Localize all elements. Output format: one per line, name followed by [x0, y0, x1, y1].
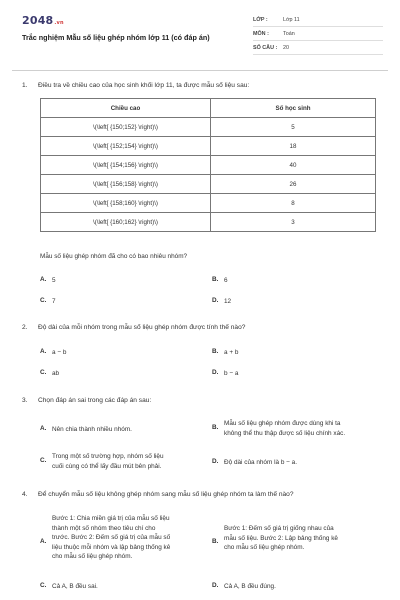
option-text: 12	[224, 298, 232, 305]
option-line: cho mẫu số liệu ghép nhóm.	[224, 544, 305, 551]
option-text: Cả A, B đều sai.	[52, 583, 98, 590]
option-text: 7	[52, 298, 56, 305]
option-4b[interactable]	[212, 524, 338, 553]
meta-row-count	[253, 41, 383, 55]
option-letter: C.	[40, 297, 47, 304]
question-text: Độ dài của mỗi nhóm trong mẫu số liệu ghép nhóm được tính thế nào?	[38, 324, 246, 331]
option-letter: A.	[40, 425, 47, 432]
meta-value: 20	[283, 44, 289, 51]
logo-main: 2048	[22, 14, 54, 27]
option-3c[interactable]	[40, 452, 164, 471]
table-cell: 40	[211, 156, 376, 175]
header-divider	[12, 70, 388, 71]
site-logo[interactable]	[22, 14, 64, 27]
option-letter: B.	[212, 424, 219, 431]
question-number: 4.	[22, 491, 28, 498]
meta-row-class	[253, 13, 383, 27]
option-text: 6	[224, 277, 228, 284]
option-text: Độ dài của nhóm là b − a.	[224, 459, 298, 466]
option-text: ab	[52, 370, 60, 377]
option-text	[52, 514, 170, 562]
question-number: 3.	[22, 397, 28, 404]
question-text: Điều tra về chiều cao của học sinh khối lớp 11, ta được mẫu số liệu sau:	[38, 82, 250, 89]
option-2a[interactable]	[40, 348, 66, 358]
option-letter: B.	[212, 348, 219, 355]
document-title: Trắc nghiệm Mẫu số liệu ghép nhóm lớp 11 (có đáp án)	[22, 33, 210, 42]
question-1	[22, 82, 249, 89]
option-line: Mẫu số liệu ghép nhóm được dùng khi ta	[224, 420, 341, 427]
option-line: thành một số nhóm theo tiêu chí cho	[52, 524, 156, 532]
question-text: Chọn đáp án sai trong các đáp án sau:	[38, 397, 152, 404]
option-text	[224, 524, 338, 553]
table-cell: \(\left[ {154;156} \right)\)	[41, 156, 211, 175]
table-header: Chiều cao	[41, 99, 211, 118]
option-letter: A.	[40, 538, 47, 545]
table-cell: 26	[211, 175, 376, 194]
option-letter: A.	[40, 276, 47, 283]
table-row	[41, 213, 376, 232]
option-1b[interactable]	[212, 276, 228, 286]
meta-value: Lớp 11	[283, 16, 300, 23]
question-number: 2.	[22, 324, 28, 331]
page-header	[0, 0, 400, 68]
option-line: cho mẫu số liệu ghép nhóm.	[52, 553, 133, 560]
meta-label: MÔN :	[253, 30, 269, 37]
option-letter: D.	[212, 582, 219, 589]
question-number: 1.	[22, 82, 28, 89]
table-cell: \(\left[ {156;158} \right)\)	[41, 175, 211, 194]
table-cell: 8	[211, 194, 376, 213]
question-4	[22, 491, 294, 498]
option-text: Cả A, B đều đúng.	[224, 583, 276, 590]
option-letter: C.	[40, 582, 47, 589]
option-text: a + b	[224, 349, 239, 356]
table-cell: \(\left[ {150;152} \right)\)	[41, 118, 211, 137]
table-cell: \(\left[ {160;162} \right)\)	[41, 213, 211, 232]
option-line: Bước 1: Đếm số giá trị giống nhau của	[224, 525, 334, 532]
option-4a[interactable]	[40, 514, 170, 562]
option-letter: D.	[212, 369, 219, 376]
question-subtext: Mẫu số liệu ghép nhóm đã cho có bao nhiêu nhóm?	[40, 253, 188, 260]
option-letter: C.	[40, 369, 47, 376]
option-letter: D.	[212, 297, 219, 304]
option-line: không thể thu thập được số liệu chính xác.	[224, 429, 346, 437]
question-text: Để chuyển mẫu số liệu không ghép nhóm sang mẫu số liệu ghép nhóm ta làm thế nào?	[38, 491, 294, 498]
table-row	[41, 118, 376, 137]
option-3d[interactable]	[212, 458, 297, 468]
option-line: liệu thuộc mỗi nhóm và lập bảng thống kê	[52, 543, 171, 551]
option-3b[interactable]	[212, 419, 345, 438]
option-letter: B.	[212, 538, 219, 545]
option-text: a − b	[52, 349, 67, 356]
meta-label: SỐ CÂU :	[253, 44, 278, 51]
table-cell: \(\left[ {158;160} \right)\)	[41, 194, 211, 213]
option-1a[interactable]	[40, 276, 56, 286]
meta-box	[253, 13, 383, 55]
option-line: mẫu số liệu. Bước 2: Lập bảng thống kê	[224, 534, 338, 542]
option-line: trước. Bước 2: Đếm số giá trị của mẫu số	[52, 534, 171, 541]
option-line: Bước 1: Chia miền giá trị của mẫu số liệu	[52, 515, 170, 522]
table-row	[41, 156, 376, 175]
option-letter: A.	[40, 348, 47, 355]
option-text: b − a	[224, 370, 239, 377]
option-letter: C.	[40, 457, 47, 464]
option-text	[224, 419, 345, 438]
data-table	[40, 98, 376, 232]
question-2	[22, 324, 245, 331]
table-header: Số học sinh	[211, 99, 376, 118]
option-line: cuối cùng có thể lấy đầu mút bên phải.	[52, 462, 162, 470]
meta-label: LỚP :	[253, 16, 268, 23]
option-2b[interactable]	[212, 348, 238, 358]
option-1d[interactable]	[212, 297, 231, 307]
option-text	[52, 452, 164, 471]
table-row	[41, 175, 376, 194]
option-1c[interactable]	[40, 297, 56, 307]
table-header-row	[41, 99, 376, 118]
option-letter: D.	[212, 458, 219, 465]
option-4c[interactable]	[40, 582, 98, 592]
option-3a[interactable]	[40, 425, 132, 435]
question-3	[22, 397, 151, 404]
table-cell: \(\left[ {152;154} \right)\)	[41, 137, 211, 156]
option-4d[interactable]	[212, 582, 276, 592]
option-line: Trong một số trường hợp, nhóm số liệu	[52, 453, 164, 460]
table-cell: 5	[211, 118, 376, 137]
table-row	[41, 194, 376, 213]
table-cell: 18	[211, 137, 376, 156]
option-letter: B.	[212, 276, 219, 283]
table-row	[41, 137, 376, 156]
meta-row-subject	[253, 27, 383, 41]
logo-suffix: .vn	[54, 20, 64, 26]
option-text: 5	[52, 277, 56, 284]
option-2c[interactable]	[40, 369, 59, 379]
meta-value: Toán	[283, 30, 295, 37]
table-cell: 3	[211, 213, 376, 232]
option-text: Nên chia thành nhiều nhóm.	[52, 426, 132, 433]
option-2d[interactable]	[212, 369, 238, 379]
